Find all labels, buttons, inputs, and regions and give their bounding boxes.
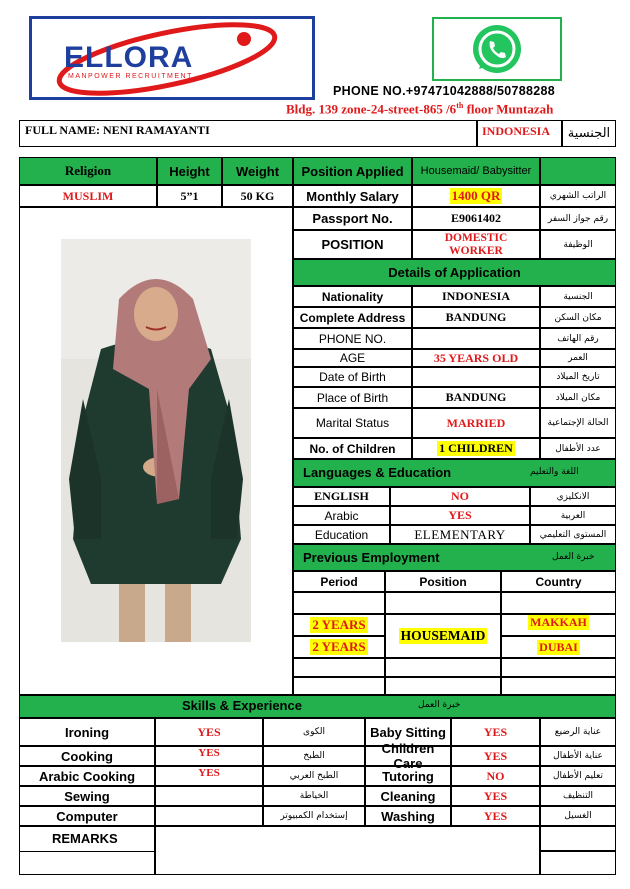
employment-cell [385,677,501,695]
detail-ar: الجنسية [540,286,616,307]
detail-label: Date of Birth [293,367,412,387]
skill-label: Cooking [19,746,155,766]
skill-ar: الطبخ [263,746,365,766]
detail-ar: رقم الهاتف [540,328,616,349]
skill-value: YES [451,746,540,766]
detail-ar: مكان السكن [540,307,616,328]
header-empty [540,157,616,185]
language-label: Arabic [293,506,390,525]
detail-label: Place of Birth [293,387,412,408]
employment-title: Previous Employment [303,550,440,565]
full-name: FULL NAME: NENI RAMAYANTI [25,123,210,137]
detail-value: MARRIED [412,408,540,438]
detail-ar: مكان الميلاد [540,387,616,408]
detail-label: No. of Children [293,438,412,459]
detail-ar: الحالة الإجتماعية [540,408,616,438]
skill-ar: التنظيف [540,786,616,806]
employment-header-country: Country [501,571,616,592]
skill-label: Tutoring [365,766,451,786]
detail-value: BANDUNG [412,387,540,408]
detail-value: INDONESIA [412,286,540,307]
employment-period: 2 YEARS [293,636,385,658]
details-title: Details of Application [293,259,616,286]
position-value: DOMESTIC WORKER [412,230,540,259]
address-header: Bldg. 139 zone-24-street-865 /6th floor Muntazah [286,101,554,117]
header-height: Height [157,157,222,185]
skill-label: Computer [19,806,155,826]
position-ar: الوظيفة [540,230,616,259]
employment-cell [501,658,616,677]
employment-cell [385,658,501,677]
detail-label: Complete Address [293,307,412,328]
employment-cell [501,677,616,695]
detail-label: PHONE NO. [293,328,412,349]
skill-value: YES [451,718,540,746]
languages-title: Languages & Education [303,465,452,480]
employment-cell [293,592,385,614]
company-logo [29,16,315,100]
language-ar: الانكليزي [530,487,616,506]
detail-value: 35 YEARS OLD [412,349,540,367]
skills-title: Skills & Experience [182,698,302,713]
passport-label: Passport No. [293,207,412,230]
skill-value: YES [451,786,540,806]
skill-label: Baby Sitting [365,718,451,746]
languages-title-ar: اللغة والتعليم [530,467,579,477]
skill-ar: تعليم الأطفال [540,766,616,786]
employment-country: MAKKAH [501,614,616,636]
skill-ar: إستخدام الكمبيوتر [263,806,365,826]
detail-ar: العمر [540,349,616,367]
language-value: NO [390,487,530,506]
weight-value: 50 KG [222,185,293,207]
detail-value: 1 CHILDREN [412,438,540,459]
phone-header: PHONE NO.+97471042888/50788288 [333,84,556,98]
header-housemaid: Housemaid/ Babysitter [412,157,540,185]
skill-value: YES [451,806,540,826]
education-label: Education [293,525,390,544]
skill-ar: الخياطة [263,786,365,806]
language-value: YES [390,506,530,525]
skill-ar: عناية الأطفال [540,746,616,766]
language-ar: العربية [530,506,616,525]
detail-ar: عدد الأطفال [540,438,616,459]
monthly-salary-value: 1400 QR [412,185,540,207]
language-label: ENGLISH [293,487,390,506]
remarks-cell [540,851,616,875]
detail-label: Marital Status [293,408,412,438]
skill-ar: الطبخ العربي [263,766,365,786]
detail-ar: تاريخ الميلاد [540,367,616,387]
monthly-salary-ar: الراتب الشهري [540,185,616,207]
employment-cell [501,592,616,614]
remarks-cell [540,826,616,851]
employment-position: HOUSEMAID [385,614,501,658]
skill-label: Cleaning [365,786,451,806]
nationality-top: INDONESIA [477,120,562,147]
employment-header-period: Period [293,571,385,592]
detail-label: Nationality [293,286,412,307]
skill-value [155,786,263,806]
skill-label: Washing [365,806,451,826]
detail-value [412,328,540,349]
employment-title-ar: خبرة العمل [552,552,595,562]
employment-cell [293,658,385,677]
skill-value: YES [155,718,263,746]
employment-cell [385,592,501,614]
position-label: POSITION [293,230,412,259]
header-religion: Religion [19,157,157,185]
logo-subtitle: MANPOWER RECRUITMENT [68,73,193,80]
candidate-photo [61,239,251,642]
skill-value [155,806,263,826]
employment-period: 2 YEARS [293,614,385,636]
header-weight: Weight [222,157,293,185]
education-ar: المستوى التعليمي [530,525,616,544]
detail-value [412,367,540,387]
passport-value: E9061402 [412,207,540,230]
skill-label: Sewing [19,786,155,806]
height-value: 5”1 [157,185,222,207]
skill-ar: الكوى [263,718,365,746]
skill-label: Arabic Cooking [19,766,155,786]
education-value: ELEMENTARY [390,525,530,544]
skill-ar: عناية الرضيع [540,718,616,746]
skill-value: NO [451,766,540,786]
religion-value: MUSLIM [19,185,157,207]
whatsapp-icon[interactable] [432,17,562,81]
detail-label: AGE [293,349,412,367]
remarks-line [19,851,155,875]
skill-label: Children Care [365,746,451,766]
remarks-value[interactable] [155,826,540,875]
skill-label: Ironing [19,718,155,746]
skill-value: YES [155,746,263,766]
skill-value: YES [155,766,263,786]
employment-cell [293,677,385,695]
nationality-top-ar: الجنسية [562,120,616,147]
skills-title-bar [19,695,616,718]
employment-header-position: Position [385,571,501,592]
passport-ar: رقم جواز السفر [540,207,616,230]
remarks-label: REMARKS [52,831,118,846]
monthly-salary-label: Monthly Salary [293,185,412,207]
employment-country: DUBAI [501,636,616,658]
skills-title-ar: خبرة العمل [418,700,461,710]
detail-value: BANDUNG [412,307,540,328]
skill-ar: الغسيل [540,806,616,826]
logo-text: ELLORA [64,41,194,74]
header-position-applied: Position Applied [293,157,412,185]
